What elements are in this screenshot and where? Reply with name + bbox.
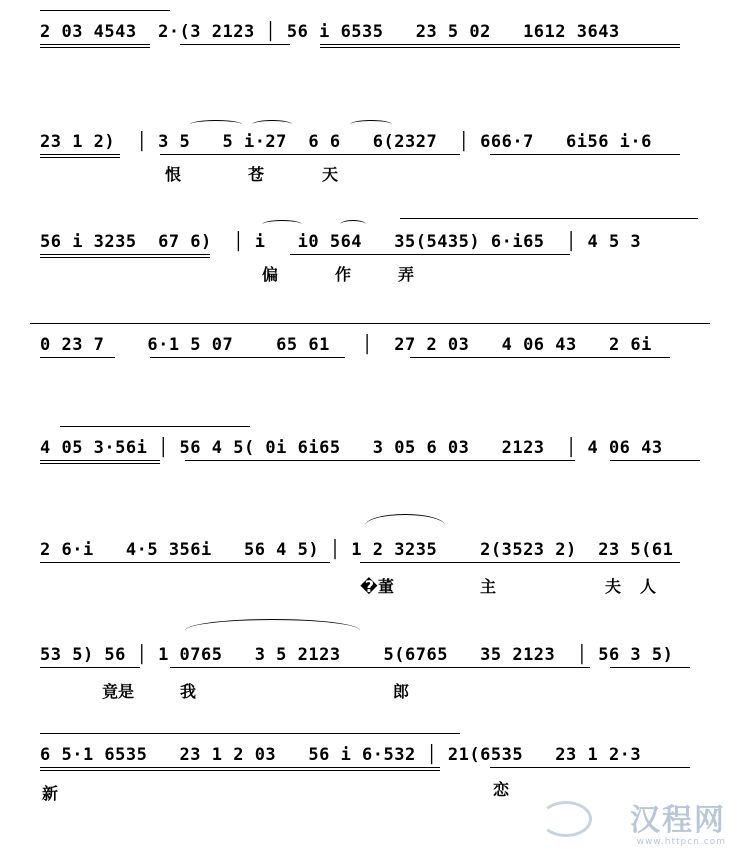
slur-line	[40, 733, 460, 734]
underline	[40, 770, 440, 771]
underline	[490, 154, 680, 155]
watermark	[630, 795, 726, 847]
lyric: 人	[640, 577, 657, 596]
underline	[40, 154, 120, 155]
lyric: 夫	[605, 577, 622, 596]
underline	[40, 257, 210, 258]
notation-line: 23 1 2) │ 3 5 5 i·27 6 6 6(2327 │ 666·7 6i56 i·6	[40, 132, 652, 152]
lyric: 郎	[393, 682, 410, 701]
underline	[490, 767, 690, 768]
underline	[40, 47, 150, 48]
underline	[40, 157, 120, 158]
underline	[410, 357, 670, 358]
lyric: 弄	[398, 265, 415, 284]
underline	[320, 44, 680, 45]
tie-slur	[252, 120, 292, 129]
underline	[180, 44, 290, 45]
underline	[160, 154, 460, 155]
tie-slur	[365, 514, 445, 537]
underline	[150, 357, 345, 358]
score-row-3	[0, 232, 740, 322]
score-row-4	[0, 335, 740, 425]
tie-slur	[185, 619, 360, 642]
lyric: 偏	[262, 265, 279, 284]
notation-line: 56 i 3235 67 6) │ i i0 564 35(5435) 6·i65 │ 4 5 3	[40, 232, 642, 252]
slur-line	[40, 10, 170, 11]
underline	[610, 460, 700, 461]
score-row-2	[0, 132, 740, 222]
lyric: 苍	[248, 165, 265, 184]
score-row-7	[0, 645, 740, 735]
tie-slur	[190, 120, 242, 129]
lyric: 天	[322, 165, 339, 184]
notation-line: 6 5·1 6535 23 1 2 03 56 i 6·532 │ 21(6535 23 1 2·3	[40, 745, 642, 765]
lyric: 作	[335, 265, 352, 284]
underline	[40, 357, 115, 358]
score-row-8	[0, 745, 740, 835]
underline	[40, 562, 330, 563]
watermark-url: www.httpcn.com	[636, 837, 726, 847]
underline	[360, 562, 680, 563]
lyric: 新	[42, 784, 59, 803]
lyric: 竟是	[102, 682, 135, 701]
notation-line: 53 5) 56 │ 1 0765 3 5 2123 5(6765 35 2123 │ 56 3 5)	[40, 645, 674, 665]
notation-line: 0 23 7 6·1 5 07 65 61 │ 27 2 03 4 06 43 2 6i	[40, 335, 652, 355]
watermark-swirl-icon	[540, 801, 592, 837]
underline	[40, 460, 160, 461]
score-row-5	[0, 438, 740, 528]
underline	[40, 254, 210, 255]
slur-line	[60, 426, 250, 427]
underline	[320, 47, 680, 48]
lyric: 恋	[493, 780, 510, 799]
lyric: �董	[360, 577, 394, 596]
lyric: 我	[180, 682, 197, 701]
notation-line: 2 6·i 4·5 356i 56 4 5) │ 1 2 3235 2(3523 2) 23 5(61	[40, 540, 674, 560]
tie-slur	[350, 120, 392, 129]
underline	[40, 463, 160, 464]
slur-line	[30, 323, 710, 324]
score-row-1	[0, 22, 740, 112]
slur-line	[400, 218, 698, 219]
watermark-logo: 汉程网	[630, 803, 726, 838]
underline	[40, 767, 440, 768]
underline	[185, 460, 575, 461]
underline	[40, 667, 140, 668]
notation-line: 2 03 4543 2·(3 2123 │ 56 i 6535 23 5 02 1612 3643	[40, 22, 620, 42]
lyric: 主	[480, 577, 497, 596]
tie-slur	[340, 220, 366, 229]
underline	[290, 254, 570, 255]
tie-slur	[262, 220, 302, 229]
notation-line: 4 05 3·56i │ 56 4 5( 0i 6i65 3 05 6 03 2123 │ 4 06 43	[40, 438, 663, 458]
score-row-6	[0, 540, 740, 630]
underline	[610, 667, 690, 668]
lyric: 恨	[165, 165, 182, 184]
underline	[170, 667, 590, 668]
underline	[40, 44, 150, 45]
